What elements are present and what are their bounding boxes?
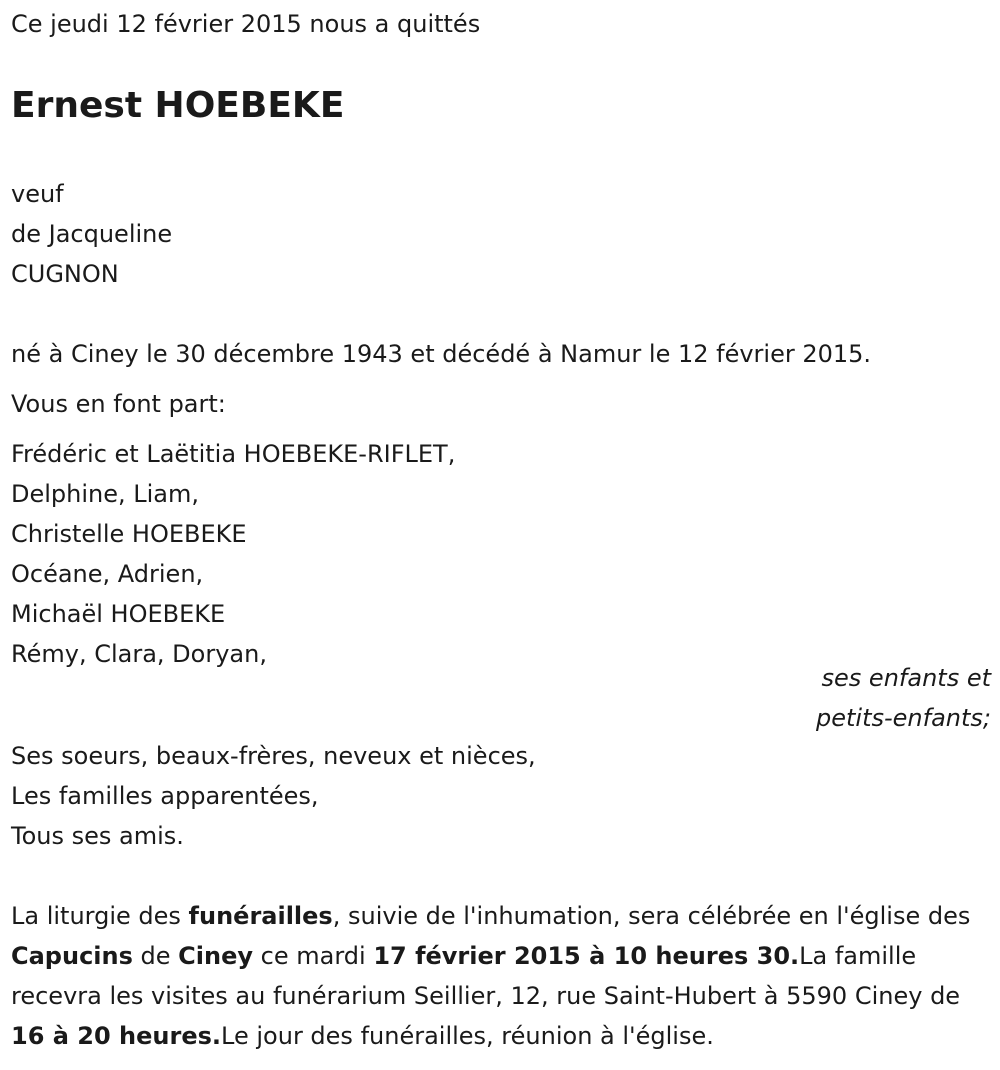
others-line: Tous ses amis. — [11, 822, 184, 850]
funeral-text: ce mardi — [253, 942, 374, 970]
family-line: Delphine, Liam, — [11, 480, 200, 508]
funeral-text: La famille recevra les visites au funérarium Seillier, 12, rue Saint-Hubert à 5590 Ciney de — [11, 942, 961, 1010]
others-line: Ses soeurs, beaux-frères, neveux et nièces, — [11, 742, 536, 770]
funeral-text: La liturgie des — [11, 902, 189, 930]
funeral-bold: funérailles — [188, 902, 333, 930]
funeral-bold: 17 février 2015 à 10 heures 30. — [373, 942, 800, 970]
funeral-bold: Capucins — [11, 942, 133, 970]
funeral-bold: Ciney — [178, 942, 254, 970]
family-line: Christelle HOEBEKE — [11, 520, 247, 548]
announce-line: Vous en font part: — [11, 390, 226, 418]
intro-line: Ce jeudi 12 février 2015 nous a quittés — [11, 10, 481, 38]
funeral-bold: 16 à 20 heures. — [11, 1022, 222, 1050]
deceased-name: Ernest HOEBEKE — [11, 85, 345, 126]
family-line: Rémy, Clara, Doryan, — [11, 640, 267, 668]
spouse-line-2: de Jacqueline — [11, 220, 173, 248]
funeral-paragraph — [11, 896, 991, 1056]
funeral-text: , suivie de l'inhumation, sera célébrée en l'église des — [332, 902, 971, 930]
family-role-line: ses enfants et — [821, 664, 991, 692]
funeral-text: Le jour des funérailles, réunion à l'église. — [221, 1022, 714, 1050]
birth-death-line: né à Ciney le 30 décembre 1943 et décédé à Namur le 12 février 2015. — [11, 340, 872, 368]
family-line: Michaël HOEBEKE — [11, 600, 226, 628]
family-line: Frédéric et Laëtitia HOEBEKE-RIFLET, — [11, 440, 456, 468]
others-line: Les familles apparentées, — [11, 782, 319, 810]
funeral-text: de — [132, 942, 179, 970]
spouse-line-1: veuf — [11, 180, 64, 208]
family-role-line: petits-enfants; — [816, 704, 991, 732]
family-line: Océane, Adrien, — [11, 560, 204, 588]
spouse-line-3: CUGNON — [11, 260, 119, 288]
